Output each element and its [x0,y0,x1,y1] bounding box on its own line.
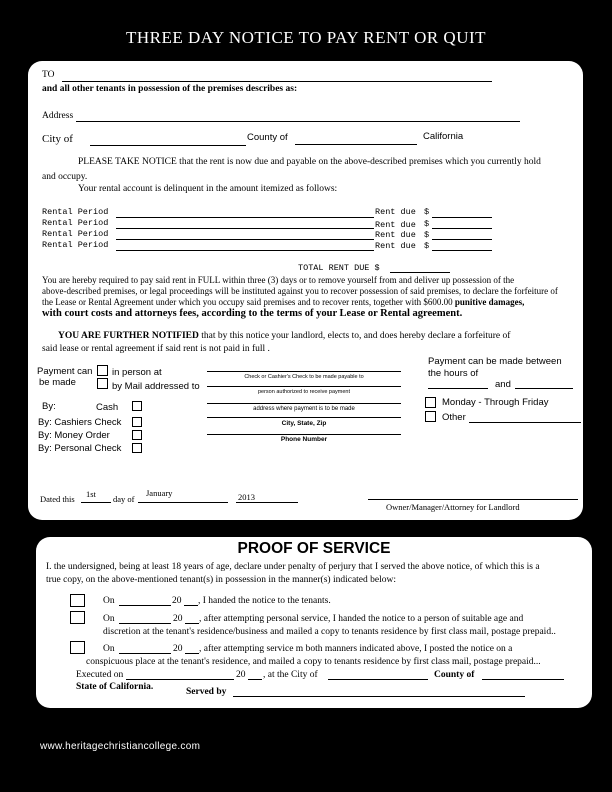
rent-due-field[interactable] [432,217,492,218]
total-rent-label: TOTAL RENT DUE $ [298,263,380,273]
city-label: City of [42,133,73,145]
executed-year: 20 [236,670,246,680]
rental-period-label: Rental Period [42,229,109,239]
service-2-year: 20 [173,614,183,624]
service-1-date-field[interactable] [119,605,171,606]
rental-period-field[interactable] [116,217,374,218]
proof-intro-1: I. the undersigned, being at least 18 years of age, declare under penalty of perjury that I served the above notice, of which this is a [46,562,540,572]
to-label: TO [42,70,55,80]
rent-due-label: Rent due [375,220,416,230]
by-mail-label: by Mail addressed to [112,381,200,392]
rental-period-label: Rental Period [42,218,109,228]
other-checkbox[interactable] [425,411,436,422]
service-1-text: , I handed the notice to the tenants. [198,596,331,606]
phone-note: Phone Number [280,436,328,443]
monday-friday-label: Monday - Through Friday [442,397,549,408]
executed-date-field[interactable] [126,679,234,680]
day-field[interactable] [81,502,111,503]
money-order-checkbox[interactable] [132,430,142,440]
signature-field[interactable] [368,499,578,500]
day-value: 1st [86,489,96,499]
proof-panel [36,537,592,708]
authorized-note: person authorized to receive payment [257,389,351,395]
hours-and-label: and [495,379,511,390]
required-line-1: You are hereby required to pay said rent in FULL within three (3) days or to remove yourself from and deliver up possession of the [42,275,515,285]
service-3-text-b: conspicuous place at the tenant's residence, and mailed a copy to tenants residence by first class mail, postage prepaid... [86,657,541,667]
required-line-3 [42,297,572,308]
service-2-checkbox[interactable] [70,611,85,624]
cashiers-check-checkbox[interactable] [132,417,142,427]
personal-check-label: By: Personal Check [38,443,122,454]
personal-check-checkbox[interactable] [132,443,142,453]
rent-due-field[interactable] [432,239,492,240]
address-label: Address [42,111,74,121]
tenants-line: and all other tenants in possession of the premises describes as: [42,84,298,94]
service-2-text-b: discretion at the tenant's residence/business and mailed a copy to tenants residence by first class mail, postage prepaid.. [103,627,556,637]
cash-checkbox[interactable] [132,401,142,411]
signer-label: Owner/Manager/Attorney for Landlord [386,502,520,512]
month-value: January [146,488,173,498]
hours-start-field[interactable] [428,388,488,389]
service-2-date-field[interactable] [119,623,171,624]
rental-period-field[interactable] [116,250,374,251]
currency-symbol: $ [424,230,430,240]
proof-title: PROOF OF SERVICE [237,540,391,557]
further-bold: YOU ARE FURTHER NOTIFIED [58,331,199,341]
service-3-checkbox[interactable] [70,641,85,654]
executed-county-label: County of [434,670,475,680]
hours-end-field[interactable] [515,388,573,389]
page-title: THREE DAY NOTICE TO PAY RENT OR QUIT [125,28,487,47]
year-value: 2013 [238,492,255,502]
county-label: County of [247,132,288,143]
phone-field[interactable] [207,434,401,435]
payment-address-field[interactable] [207,403,401,404]
service-2-year-field[interactable] [185,623,199,624]
required-paragraph [42,275,572,308]
executed-year-field[interactable] [248,679,262,680]
address-field[interactable] [76,121,520,122]
required-line-3a: the Lease or Rental Agreement under which you occupy said premises and to recover rents, together with $600.00 [42,297,455,307]
proof-intro-2: true copy, on the above-mentioned tenant(s) in possession in the manner(s) indicated below: [46,575,396,585]
service-1-year-field[interactable] [184,605,198,606]
in-person-checkbox[interactable] [97,365,108,376]
required-line-2: above-described premises, or legal proceedings will be instituted against you to recover possession of said premises, to declare the forfeiture of [42,286,558,296]
notice-panel [28,61,583,520]
rent-due-label: Rent due [375,230,416,240]
service-2-on: On [103,614,115,624]
service-2-text-a: , after attempting personal service, I handed the notice to a person of suitable age and [199,614,524,624]
county-field[interactable] [295,144,417,145]
dated-label: Dated this [40,494,75,504]
further-line-2: said lease or rental agreement if said rent is not paid in full . [42,344,270,354]
service-3-text-a: , after attempting service m both manners indicated above, I posted the notice on a [199,644,513,654]
hours-line-1: Payment can be made between [428,356,562,367]
service-1-on: On [103,596,115,606]
required-line-4: with court costs and attorneys fees, according to the terms of your Lease or Rental agreement. [42,308,463,319]
authorized-field[interactable] [207,386,401,387]
served-by-field[interactable] [233,696,525,697]
cashiers-check-label: By: Cashiers Check [38,417,122,428]
day-of-label: day of [113,494,135,504]
service-3-year: 20 [173,644,183,654]
further-rest: that by this notice your landlord, elects to, and does hereby declare a forfeiture of [198,331,511,341]
money-order-label: By: Money Order [38,430,110,441]
served-by-label: Served by [186,687,227,697]
rent-due-label: Rent due [375,241,416,251]
state-text: California [423,131,464,142]
service-3-on: On [103,644,115,654]
currency-symbol: $ [424,219,430,229]
other-field[interactable] [469,422,581,423]
state-of-california: State of California. [76,682,154,692]
service-1-year: 20 [172,596,182,606]
total-rent-field[interactable] [390,272,450,273]
payment-be-made-label: be made [39,377,76,388]
payable-to-field[interactable] [207,371,401,372]
service-1-checkbox[interactable] [70,594,85,607]
service-3-year-field[interactable] [185,653,199,654]
by-label: By: [42,401,56,412]
to-field[interactable] [62,81,492,82]
at-city-label: , at the City of [263,670,318,680]
city-field[interactable] [90,145,246,146]
rent-due-label: Rent due [375,207,416,217]
rental-period-field[interactable] [116,239,374,240]
currency-symbol: $ [424,207,430,217]
executed-on-label: Executed on [76,670,124,680]
other-label: Other [442,412,466,423]
notice-line-1: PLEASE TAKE NOTICE that the rent is now due and payable on the above-described premises which you currently hold [78,157,541,167]
service-3-date-field[interactable] [119,653,171,654]
payable-to-note: Check or Cashier's Check to be made payable to [244,374,364,380]
payment-can-label: Payment can [37,366,93,377]
further-line-1 [58,331,510,341]
notice-line-2: Your rental account is delinquent in the amount itemized as follows: [78,184,338,194]
in-person-label: in person at [112,367,162,378]
city-state-zip-note: City, State, Zip [281,420,327,427]
cash-label: Cash [96,402,119,413]
executed-city-field[interactable] [328,679,428,680]
hours-line-2: the hours of [428,368,479,379]
month-field[interactable] [138,502,228,503]
by-mail-checkbox[interactable] [97,378,108,389]
monday-friday-checkbox[interactable] [425,397,436,408]
watermark-url: www.heritagechristiancollege.com [40,741,201,752]
notice-line-1b: and occupy. [42,172,88,182]
punitive-damages: punitive damages, [454,297,525,307]
executed-county-field[interactable] [482,679,564,680]
rent-due-field[interactable] [432,228,492,229]
year-field[interactable] [236,502,298,503]
rental-period-field[interactable] [116,228,374,229]
payment-address-note: address where payment is to be made [253,406,355,412]
currency-symbol: $ [424,241,430,251]
city-state-zip-field[interactable] [207,417,401,418]
rental-period-label: Rental Period [42,207,109,217]
rent-due-field[interactable] [432,250,492,251]
rental-period-label: Rental Period [42,240,109,250]
